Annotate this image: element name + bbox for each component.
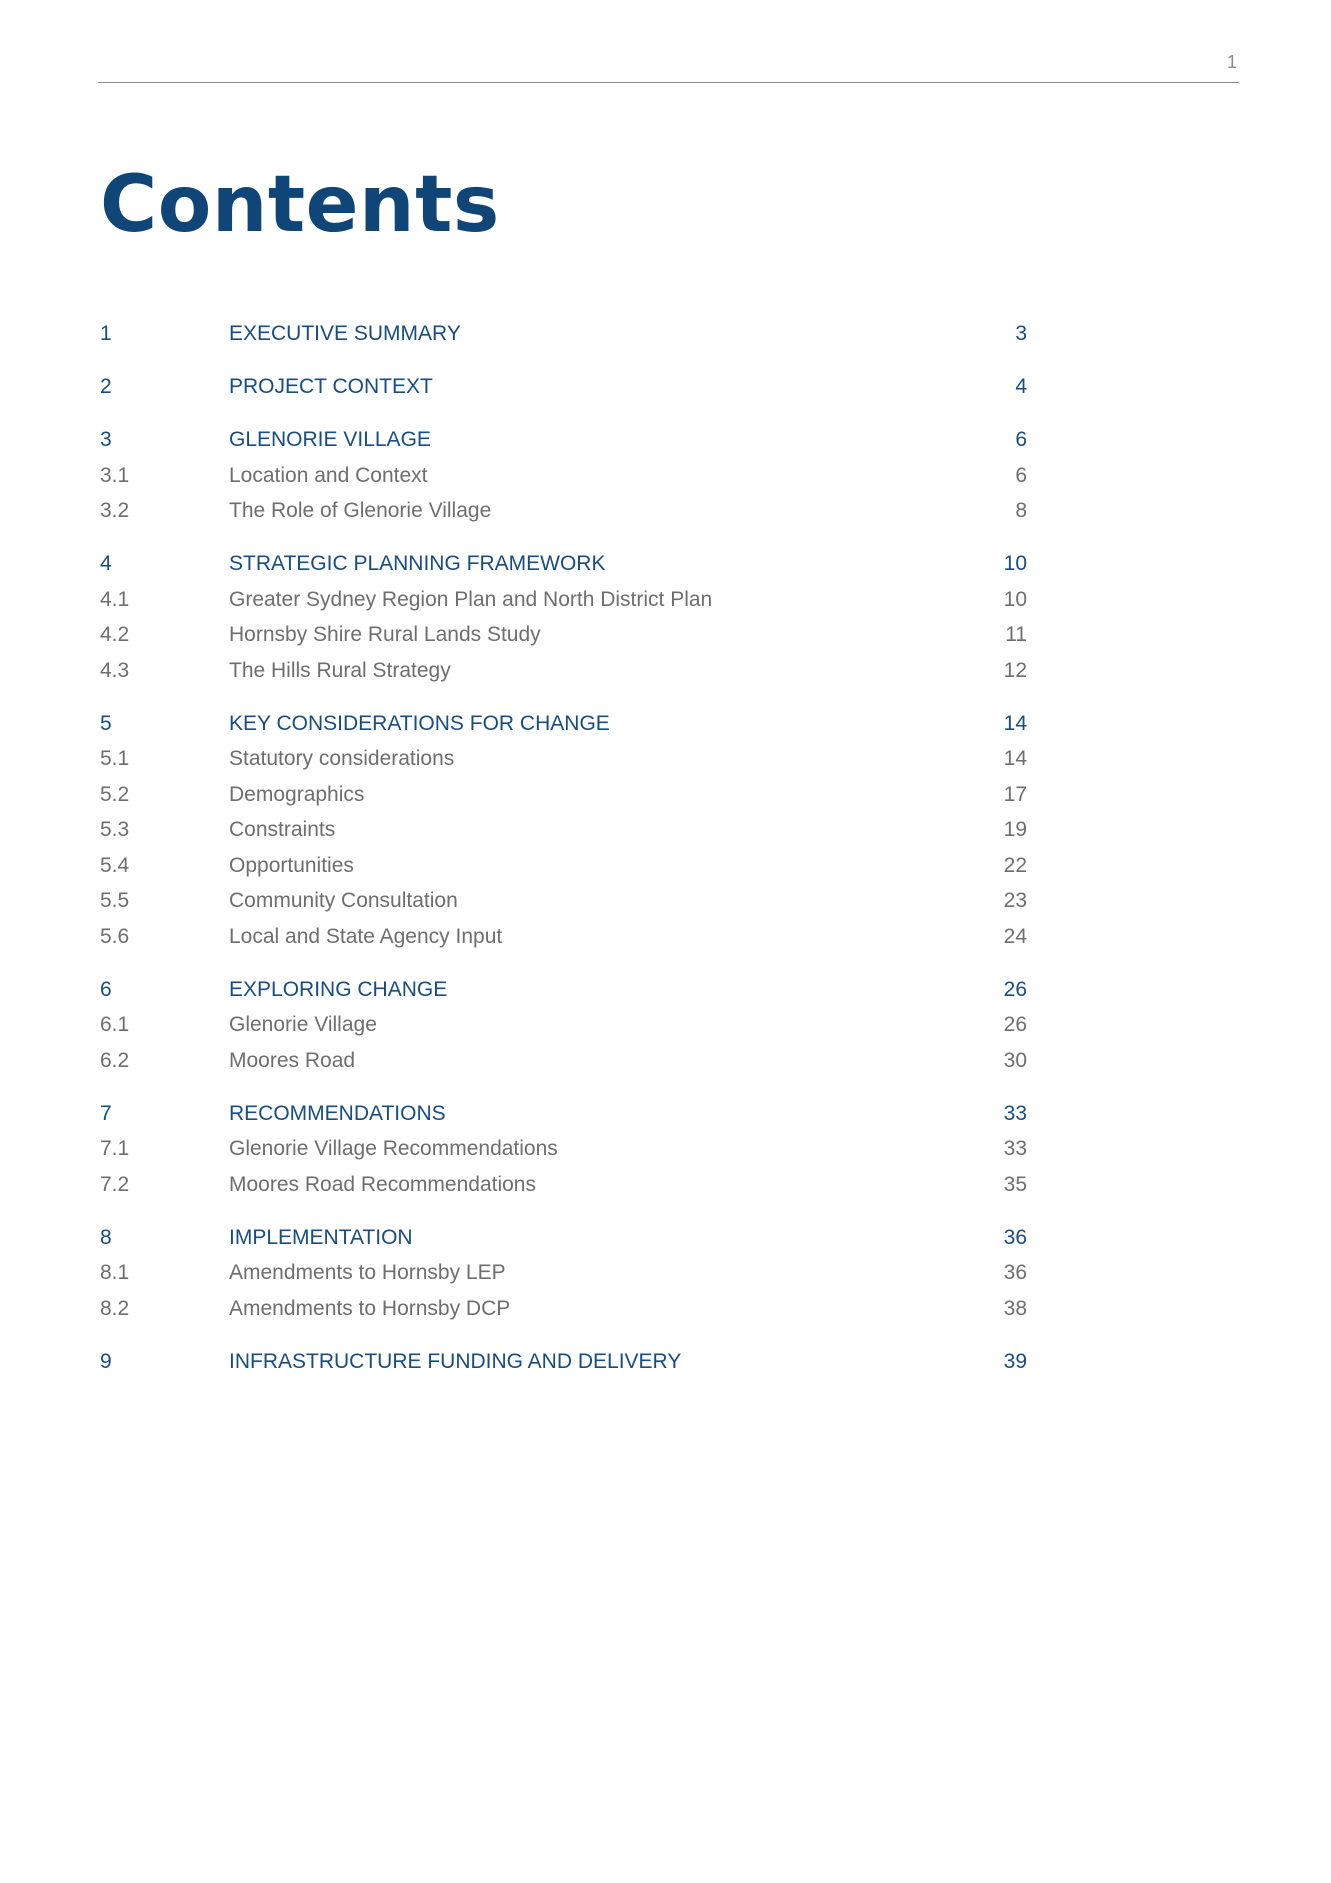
entry-title: Glenorie Village — [229, 1013, 377, 1036]
entry-page-number: 8 — [1015, 499, 1027, 522]
entry-page-number: 6 — [1015, 428, 1027, 451]
toc-subsection-item[interactable] — [100, 1291, 1027, 1327]
entry-number: 8.2 — [100, 1296, 130, 1320]
toc-section — [100, 369, 1027, 405]
entry-number: 7 — [100, 1101, 112, 1125]
toc-subsection-item[interactable] — [100, 1131, 1027, 1167]
toc-subsection-item[interactable] — [100, 1167, 1027, 1203]
toc-subsection-item[interactable] — [100, 848, 1027, 884]
entry-title: Community Consultation — [229, 889, 458, 912]
entry-title: RECOMMENDATIONS — [229, 1101, 446, 1125]
entry-page-number: 4 — [1015, 375, 1027, 398]
entry-number: 2 — [100, 375, 112, 398]
toc-subsection-item[interactable] — [100, 1043, 1027, 1079]
entry-number: 6.1 — [100, 1013, 130, 1036]
entry-page-number: 6 — [1015, 463, 1027, 487]
entry-number: 8.1 — [100, 1261, 130, 1284]
entry-title: Location and Context — [229, 463, 428, 487]
toc-subsection-item[interactable] — [100, 919, 1027, 955]
header-rule — [98, 82, 1239, 83]
entry-page-number: 36 — [1003, 1225, 1027, 1249]
toc-subsection-item[interactable] — [100, 777, 1027, 813]
entry-title: Local and State Agency Input — [229, 924, 503, 948]
toc-section-heading[interactable] — [100, 706, 1027, 742]
entry-page-number: 26 — [1003, 1013, 1027, 1036]
entry-page-number: 19 — [1003, 818, 1027, 841]
entry-title: IMPLEMENTATION — [229, 1225, 413, 1249]
toc-section — [100, 422, 1027, 529]
page-number: 1 — [1226, 52, 1237, 72]
entry-title: PROJECT CONTEXT — [229, 375, 433, 398]
entry-title: Statutory considerations — [229, 747, 455, 770]
toc-subsection-item[interactable] — [100, 493, 1027, 529]
entry-number: 5.6 — [100, 924, 130, 948]
toc-section — [100, 316, 1027, 352]
entry-page-number: 10 — [1003, 552, 1027, 575]
entry-title: The Role of Glenorie Village — [229, 499, 492, 522]
toc-section-heading[interactable] — [100, 316, 1027, 352]
entry-number: 4.1 — [100, 587, 130, 611]
entry-title: EXECUTIVE SUMMARY — [229, 322, 461, 345]
entry-title: STRATEGIC PLANNING FRAMEWORK — [229, 552, 606, 575]
entry-title: Amendments to Hornsby LEP — [229, 1261, 506, 1284]
entry-number: 4.2 — [100, 623, 130, 646]
entry-title: Hornsby Shire Rural Lands Study — [229, 623, 541, 646]
entry-title: Greater Sydney Region Plan and North District Plan — [229, 587, 713, 611]
toc-subsection-item[interactable] — [100, 812, 1027, 848]
toc-section-heading[interactable] — [100, 369, 1027, 405]
toc-section-heading[interactable] — [100, 1096, 1027, 1132]
entry-page-number: 10 — [1003, 587, 1027, 611]
entry-title: The Hills Rural Strategy — [229, 658, 451, 682]
entry-number: 1 — [100, 322, 112, 345]
toc-section — [100, 706, 1027, 955]
toc-subsection-item[interactable] — [100, 653, 1027, 689]
toc-subsection-item[interactable] — [100, 617, 1027, 653]
toc-section-heading[interactable] — [100, 1344, 1027, 1380]
entry-title: Moores Road Recommendations — [229, 1172, 536, 1196]
page-title: Contents — [100, 160, 500, 250]
entry-number: 4.3 — [100, 658, 130, 682]
entry-number: 3.1 — [100, 463, 130, 487]
toc-subsection-item[interactable] — [100, 1007, 1027, 1043]
entry-title: Moores Road — [229, 1048, 356, 1072]
entry-title: GLENORIE VILLAGE — [229, 428, 431, 451]
entry-number: 5.3 — [100, 818, 130, 841]
entry-title: INFRASTRUCTURE FUNDING AND DELIVERY — [229, 1349, 682, 1373]
toc-section — [100, 1096, 1027, 1203]
toc-section-heading[interactable] — [100, 1220, 1027, 1256]
entry-title: Glenorie Village Recommendations — [229, 1137, 558, 1160]
toc-subsection-item[interactable] — [100, 458, 1027, 494]
entry-title: Opportunities — [229, 853, 354, 877]
entry-page-number: 17 — [1003, 782, 1027, 806]
entry-page-number: 26 — [1003, 977, 1027, 1001]
entry-title: KEY CONSIDERATIONS FOR CHANGE — [229, 711, 610, 735]
entry-page-number: 24 — [1003, 924, 1027, 948]
toc-section — [100, 1220, 1027, 1327]
toc-subsection-item[interactable] — [100, 582, 1027, 618]
table-of-contents — [100, 316, 1027, 1397]
entry-number: 6.2 — [100, 1048, 130, 1072]
toc-section — [100, 1344, 1027, 1380]
entry-number: 7.2 — [100, 1172, 130, 1196]
entry-number: 5.1 — [100, 747, 130, 770]
entry-title: Amendments to Hornsby DCP — [229, 1296, 511, 1320]
toc-subsection-item[interactable] — [100, 741, 1027, 777]
entry-number: 5.2 — [100, 782, 130, 806]
entry-title: Demographics — [229, 782, 365, 806]
entry-page-number: 33 — [1003, 1101, 1027, 1125]
entry-number: 7.1 — [100, 1137, 130, 1160]
toc-section-heading[interactable] — [100, 546, 1027, 582]
entry-number: 5.5 — [100, 889, 130, 912]
entry-page-number: 39 — [1003, 1349, 1027, 1373]
entry-number: 9 — [100, 1349, 112, 1373]
entry-page-number: 23 — [1003, 889, 1027, 912]
entry-title: Constraints — [229, 818, 336, 841]
entry-page-number: 14 — [1003, 747, 1027, 770]
entry-number: 3 — [100, 428, 112, 451]
entry-number: 5 — [100, 711, 112, 735]
entry-page-number: 35 — [1003, 1172, 1027, 1196]
toc-section — [100, 972, 1027, 1079]
entry-title: EXPLORING CHANGE — [229, 977, 448, 1001]
entry-page-number: 30 — [1003, 1048, 1027, 1072]
toc-section — [100, 546, 1027, 688]
entry-number: 4 — [100, 552, 112, 575]
entry-page-number: 11 — [1005, 623, 1027, 646]
toc-section-heading[interactable] — [100, 422, 1027, 458]
entry-page-number: 14 — [1003, 711, 1027, 735]
toc-subsection-item[interactable] — [100, 883, 1027, 919]
toc-subsection-item[interactable] — [100, 1255, 1027, 1291]
entry-number: 5.4 — [100, 853, 130, 877]
entry-page-number: 38 — [1003, 1296, 1027, 1320]
entry-page-number: 33 — [1003, 1137, 1027, 1160]
entry-number: 6 — [100, 977, 112, 1001]
entry-page-number: 36 — [1003, 1261, 1027, 1284]
entry-page-number: 12 — [1003, 658, 1027, 682]
entry-number: 3.2 — [100, 499, 130, 522]
entry-number: 8 — [100, 1225, 112, 1249]
toc-section-heading[interactable] — [100, 972, 1027, 1008]
entry-page-number: 22 — [1003, 853, 1027, 877]
entry-page-number: 3 — [1015, 322, 1027, 345]
